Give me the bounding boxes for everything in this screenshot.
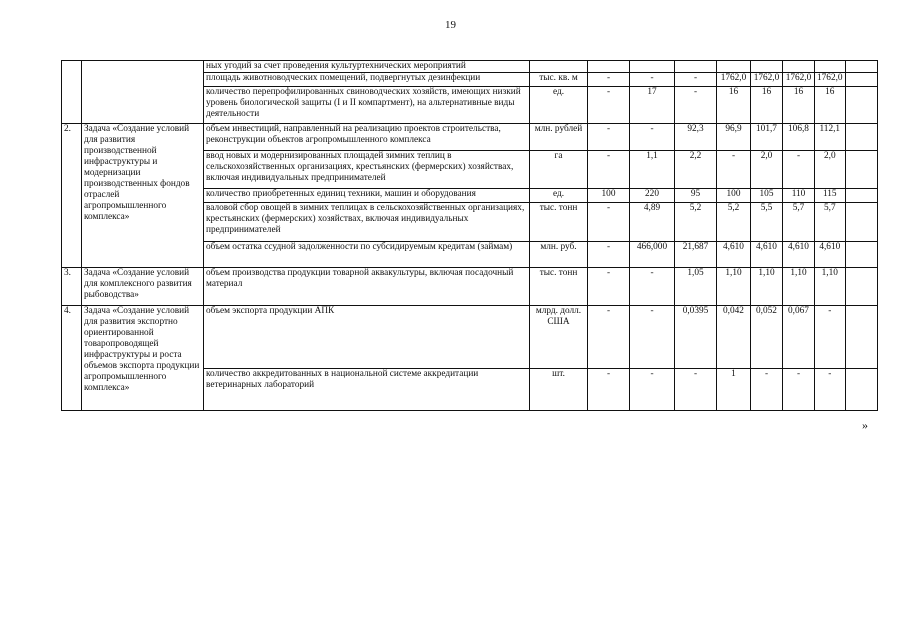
value-cell: 17 (630, 87, 675, 124)
value-cell: 1762,0 (751, 73, 783, 87)
value-cell: 2,2 (675, 151, 717, 189)
value-cell: 0,052 (751, 306, 783, 369)
value-cell: 110 (783, 189, 815, 203)
indicator-unit: тыс. кв. м (530, 73, 588, 87)
value-cell: 16 (815, 87, 846, 124)
value-cell: 1,10 (751, 268, 783, 306)
value-cell (751, 61, 783, 73)
value-cell (588, 61, 630, 73)
value-cell: 112,1 (815, 124, 846, 151)
indicator-name: количество аккредитованных в национальной системе аккредитации ветеринарных лабораторий (204, 369, 530, 411)
value-cell (845, 87, 877, 124)
value-cell: - (588, 87, 630, 124)
indicator-unit: ед. (530, 189, 588, 203)
value-cell (845, 369, 877, 411)
indicator-unit: млн. рублей (530, 124, 588, 151)
indicator-unit: га (530, 151, 588, 189)
value-cell: 466,000 (630, 242, 675, 268)
value-cell: 1762,0 (783, 73, 815, 87)
value-cell: - (815, 306, 846, 369)
task-title-cell (82, 61, 204, 124)
value-cell (675, 61, 717, 73)
value-cell: 101,7 (751, 124, 783, 151)
indicator-name: объем остатка ссудной задолженности по субсидируемым кредитам (займам) (204, 242, 530, 268)
indicator-name: площадь животноводческих помещений, подвергнутых дезинфекции (204, 73, 530, 87)
indicator-unit: тыс. тонн (530, 268, 588, 306)
value-cell: - (630, 268, 675, 306)
value-cell: - (630, 73, 675, 87)
indicators-table (61, 60, 878, 411)
value-cell (845, 151, 877, 189)
task-number: 2. (62, 124, 82, 268)
indicator-unit: тыс. тонн (530, 203, 588, 242)
task-number: 3. (62, 268, 82, 306)
task-number: 4. (62, 306, 82, 411)
value-cell: 100 (588, 189, 630, 203)
value-cell: 4,610 (717, 242, 751, 268)
value-cell: 1,10 (815, 268, 846, 306)
value-cell (815, 61, 846, 73)
value-cell: 92,3 (675, 124, 717, 151)
value-cell (845, 61, 877, 73)
value-cell (717, 61, 751, 73)
value-cell: 95 (675, 189, 717, 203)
value-cell: 1762,0 (717, 73, 751, 87)
value-cell: - (783, 151, 815, 189)
value-cell (845, 203, 877, 242)
value-cell: 2,0 (815, 151, 846, 189)
value-cell: 2,0 (751, 151, 783, 189)
value-cell: 21,687 (675, 242, 717, 268)
value-cell: 16 (717, 87, 751, 124)
table-row (62, 306, 878, 369)
value-cell: - (588, 124, 630, 151)
value-cell: 16 (783, 87, 815, 124)
value-cell (845, 73, 877, 87)
value-cell: 5,7 (783, 203, 815, 242)
indicator-unit (530, 61, 588, 73)
value-cell: - (588, 268, 630, 306)
value-cell: 5,2 (675, 203, 717, 242)
value-cell: 5,7 (815, 203, 846, 242)
table-row (62, 124, 878, 151)
value-cell: 220 (630, 189, 675, 203)
value-cell: 0,067 (783, 306, 815, 369)
value-cell: - (815, 369, 846, 411)
value-cell: - (630, 124, 675, 151)
value-cell: - (588, 203, 630, 242)
value-cell: - (675, 73, 717, 87)
value-cell: 5,5 (751, 203, 783, 242)
value-cell: 1,05 (675, 268, 717, 306)
value-cell: 0,0395 (675, 306, 717, 369)
closing-quote: » (862, 418, 868, 432)
indicator-unit: млн. руб. (530, 242, 588, 268)
value-cell: - (588, 369, 630, 411)
task-title: Задача «Создание условий для комплексного развития рыбоводства» (82, 268, 204, 306)
value-cell: 1 (717, 369, 751, 411)
indicator-name: объем производства продукции товарной аквакультуры, включая посадочный материал (204, 268, 530, 306)
value-cell: 1,10 (717, 268, 751, 306)
task-title: Задача «Создание условий для развития производственной инфраструктуры и модернизации производственных фондов отраслей агропромышленного комплекса» (82, 124, 204, 268)
value-cell: 16 (751, 87, 783, 124)
value-cell (845, 124, 877, 151)
value-cell (845, 306, 877, 369)
value-cell: - (630, 306, 675, 369)
task-title: Задача «Создание условий для развития экспортно ориентированной товаропроводящей инфраструктуры и роста объемов экспорта продукции агропромышленного комплекса» (82, 306, 204, 411)
value-cell: - (630, 369, 675, 411)
page-number: 19 (445, 19, 456, 31)
indicator-name: ных угодий за счет проведения культуртехнических мероприятий (204, 61, 530, 73)
value-cell: 106,8 (783, 124, 815, 151)
value-cell: 4,610 (815, 242, 846, 268)
value-cell: 4,610 (783, 242, 815, 268)
value-cell: 1,1 (630, 151, 675, 189)
value-cell: 96,9 (717, 124, 751, 151)
value-cell: 115 (815, 189, 846, 203)
value-cell: 4,610 (751, 242, 783, 268)
table-row (62, 268, 878, 306)
indicator-name: количество перепрофилированных свиноводческих хозяйств, имеющих низкий уровень биологической защиты (I и II компартмент), на альтернативные виды деятельности (204, 87, 530, 124)
value-cell: - (588, 242, 630, 268)
value-cell (783, 61, 815, 73)
value-cell: - (783, 369, 815, 411)
value-cell: 1,10 (783, 268, 815, 306)
value-cell: - (588, 151, 630, 189)
value-cell: 1762,0 (815, 73, 846, 87)
value-cell: - (675, 87, 717, 124)
indicator-unit: млрд. долл. США (530, 306, 588, 369)
indicator-unit: ед. (530, 87, 588, 124)
task-number-cell (62, 61, 82, 124)
value-cell: - (588, 306, 630, 369)
value-cell: - (751, 369, 783, 411)
indicator-name: объем экспорта продукции АПК (204, 306, 530, 369)
value-cell: 5,2 (717, 203, 751, 242)
value-cell: 100 (717, 189, 751, 203)
table-row (62, 61, 878, 73)
indicator-name: объем инвестиций, направленный на реализацию проектов строительства, реконструкции объектов агропромышленного комплекса (204, 124, 530, 151)
indicator-name: валовой сбор овощей в зимних теплицах в сельскохозяйственных организациях, крестьянских (фермерских) хозяйствах, включая индивидуальных предпринимателей (204, 203, 530, 242)
value-cell (845, 268, 877, 306)
value-cell: 105 (751, 189, 783, 203)
value-cell: - (717, 151, 751, 189)
value-cell: - (588, 73, 630, 87)
value-cell (845, 242, 877, 268)
indicator-name: ввод новых и модернизированных площадей зимних теплиц в сельскохозяйственных организациях, крестьянских (фермерских) хозяйствах, включая индивидуальных предпринимателей (204, 151, 530, 189)
value-cell (630, 61, 675, 73)
indicator-name: количество приобретенных единиц техники, машин и оборудования (204, 189, 530, 203)
value-cell: - (675, 369, 717, 411)
value-cell (845, 189, 877, 203)
indicator-unit: шт. (530, 369, 588, 411)
value-cell: 4,89 (630, 203, 675, 242)
value-cell: 0,042 (717, 306, 751, 369)
